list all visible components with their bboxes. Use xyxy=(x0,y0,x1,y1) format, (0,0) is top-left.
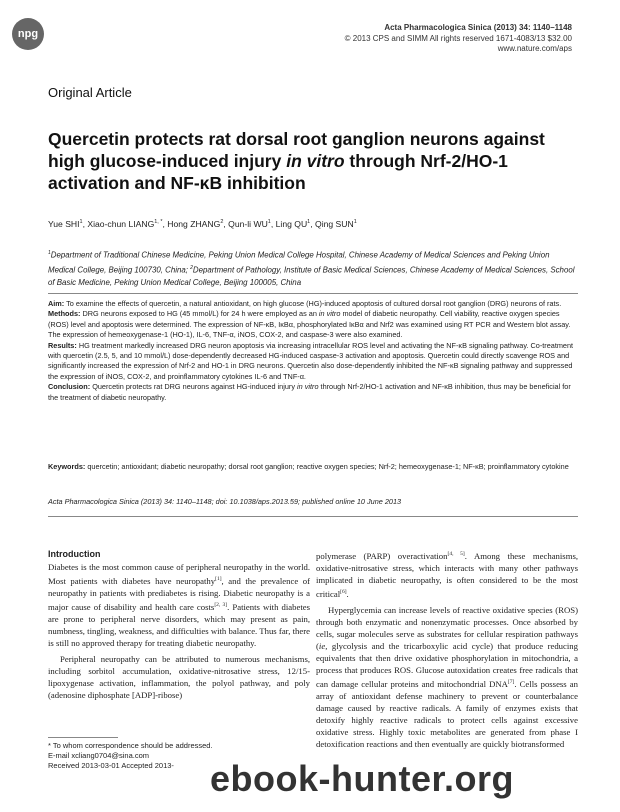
footnote-email[interactable]: E-mail xcliang0704@sina.com xyxy=(48,751,149,760)
paragraph: Peripheral neuropathy can be attributed to numerous mechanisms, including sorbitol accumulation, oxidative-nitrosative stress, 12/15-lipoxygenase activation, inflammation, the polyol pathway, and poly (adenosine diphosphate [ADP]-ribose) xyxy=(48,653,310,700)
affiliations: $^1$Department of Traditional Chinese Medicine, Peking Union Medical College Hospital, Chinese Academy of Medical Sciences and Peking Union Medical College, Beijing 100730, China; $^2$Department of Pathology, Institute of Basic Medical Sciences, Chinese Academy of Medical Sciences, School of Basic Medicine, Peking Union Medical College, Beijing 100005, China xyxy=(48,250,575,288)
author: Hong ZHANG$^2$ xyxy=(167,219,224,229)
reference-link[interactable]: [7] xyxy=(507,678,515,685)
keywords: Keywords: quercetin; antioxidant; diabetic neuropathy; dorsal root ganglion; reactive oxygen species; Nrf-2; hemeoxygenase-1; NF-κB; proinflammatory cytokine xyxy=(48,462,569,471)
abstract-conclusion: Conclusion: Quercetin protects rat DRG neurons against HG-induced injury in vitro through Nrf-2/HO-1 activation and NF-κB inhibition, thus may be beneficial for the treatment of diabetic neuropathy. xyxy=(48,382,571,402)
abstract-aim: Aim: To examine the effects of quercetin, a natural antioxidant, on high glucose (HG)-induced apoptosis of cultured dorsal root ganglion (DRG) neurons of rats. xyxy=(48,299,562,308)
watermark: ebook-hunter.org xyxy=(210,758,514,799)
article-title xyxy=(48,128,578,194)
section-heading-introduction: Introduction xyxy=(48,549,101,559)
reference-link[interactable]: [4, 5] xyxy=(447,551,465,557)
footnote-rule xyxy=(48,737,118,738)
abstract xyxy=(48,299,578,403)
abstract-bottom-rule xyxy=(48,516,578,517)
footnote-line: * To whom correspondence should be addressed. xyxy=(48,741,213,750)
footnote-dates: Received 2013-03-01 Accepted 2013- xyxy=(48,761,174,770)
copyright-line: © 2013 CPS and SIMM All rights reserved 1671-4083/13 $32.00 xyxy=(344,33,572,43)
npg-logo: npg xyxy=(12,18,44,50)
reference-link[interactable]: [1] xyxy=(215,576,222,582)
reference-link[interactable]: [2, 3] xyxy=(214,601,228,608)
abstract-top-rule xyxy=(48,293,578,294)
article-type: Original Article xyxy=(48,85,132,100)
journal-line: Acta Pharmacologica Sinica (2013) 34: 1140–1148 xyxy=(384,23,572,32)
journal-url[interactable]: www.nature.com/aps xyxy=(497,44,572,53)
abstract-methods: Methods: DRG neurons exposed to HG (45 mmol/L) for 24 h were employed as an in vitro model of diabetic neuropathy. Cell viability, reactive oxygen species (ROS) level and apoptosis were determined. The expression of NF-κB, IκBα, phosphorylated IκBα and Nrf2 was examined using RT PCR and Western blot assay. The expression of hemeoxygenase-1 (HO-1), IL-6, TNF-α, iNOS, COX-2, and caspase-3 were also examined. xyxy=(48,309,571,340)
author: Qun-li $WU^1$ xyxy=(228,219,271,229)
author: Qing SUN$^1$ xyxy=(315,219,357,229)
author: Xiao-chun $LIANG^{1, *}$ xyxy=(87,219,163,229)
title-part1: Quercetin protects rat dorsal root ganglion neurons against high glucose-induced injury xyxy=(48,129,545,171)
correspondence-footnote xyxy=(48,741,213,771)
paragraph: Hyperglycemia can increase levels of reactive oxidative species (ROS) through both enzymatic and nonenzymatic processes. Once absorbed by cells, sugar molecules serve as substrates for cellular respiration pathways (ie, glycolysis and the tricarboxylic acid cycle) that produce reducing equivalents that then drive oxidative phosphorylation in mitochondria, a process that produces ROS. Glucose autoxidation creates free radicals that can damage cellular proteins and mitochondrial DNA[7]. Cells possess an array of antioxidant defense machinery to prevent or counterbalance damage caused by reactive radicals. A family of enzymes exists that detoxify highly reactive radicals to protect cells against excessive oxidative stress. Highly toxic metabolites are generated from phase I detoxification reactions and then eventually are quickly biotransformed xyxy=(316,604,579,749)
body-column-left xyxy=(48,548,310,701)
title-part2: through Nrf-2/HO-1 activation and NF-κB inhibition xyxy=(48,151,508,193)
author: Ling $QU^1$ xyxy=(275,219,311,229)
title-italic: in vitro xyxy=(286,151,345,171)
paragraph: polymerase (PARP) overactivation[4, 5]. Among these mechanisms, oxidative-nitrosative stress, which interacts with many other pathways implicated in diabetic neuropathy, is often considered to be the most critical[6]. xyxy=(316,550,579,599)
reference-link[interactable]: [6] xyxy=(340,588,347,595)
author: Yue SHI$^1$ xyxy=(48,219,83,229)
journal-header xyxy=(345,23,572,55)
abstract-results: Results: HG treatment markedly increased DRG neuron apoptosis via increasing intracellular ROS level and activating the NF-κB signaling pathway. Co-treatment with quercetin (2.5, 5, and 10 mmol/L) dose-dependently decreased HG-induced caspase-3 activation and apoptosis. Quercetin could directly scavenge ROS and significantly increased the expression of Nrf-2 and HO-1 in DRG neurons. Quercetin also dose-dependently inhibited the NF-κB signaling pathway and suppressed the expression of iNOS, COX-2, and proinflammatory cytokines IL-6 and TNF-α. xyxy=(48,340,574,381)
paragraph: Diabetes is the most common cause of peripheral neuropathy in the world. Most patients with diabetes have neuropathy[1], and the prevalence of neuropathy in patients with prediabetes is rising. Diabetic neuropathy is a major cause of disability and health care costs[2, 3]. Patients with diabetes are prone to peripheral nerve disorders, which may present as pain, numbness, tingling, weakness, and difficulties with balance. Thus far, there is still no approved therapy for treating diabetic neuropathy. xyxy=(48,562,311,648)
body-column-right xyxy=(316,548,578,750)
author-list: Yue SHI$^1$, Xiao-chun $LIANG^{1, *}$, Hong ZHANG$^2$, Qun-li $WU^1$, Ling $QU^1$, Qing SUN$^1$ xyxy=(48,219,357,229)
citation-line: Acta Pharmacologica Sinica (2013) 34: 1140–1148; doi: 10.1038/aps.2013.59; published online 10 June 2013 xyxy=(48,497,402,506)
